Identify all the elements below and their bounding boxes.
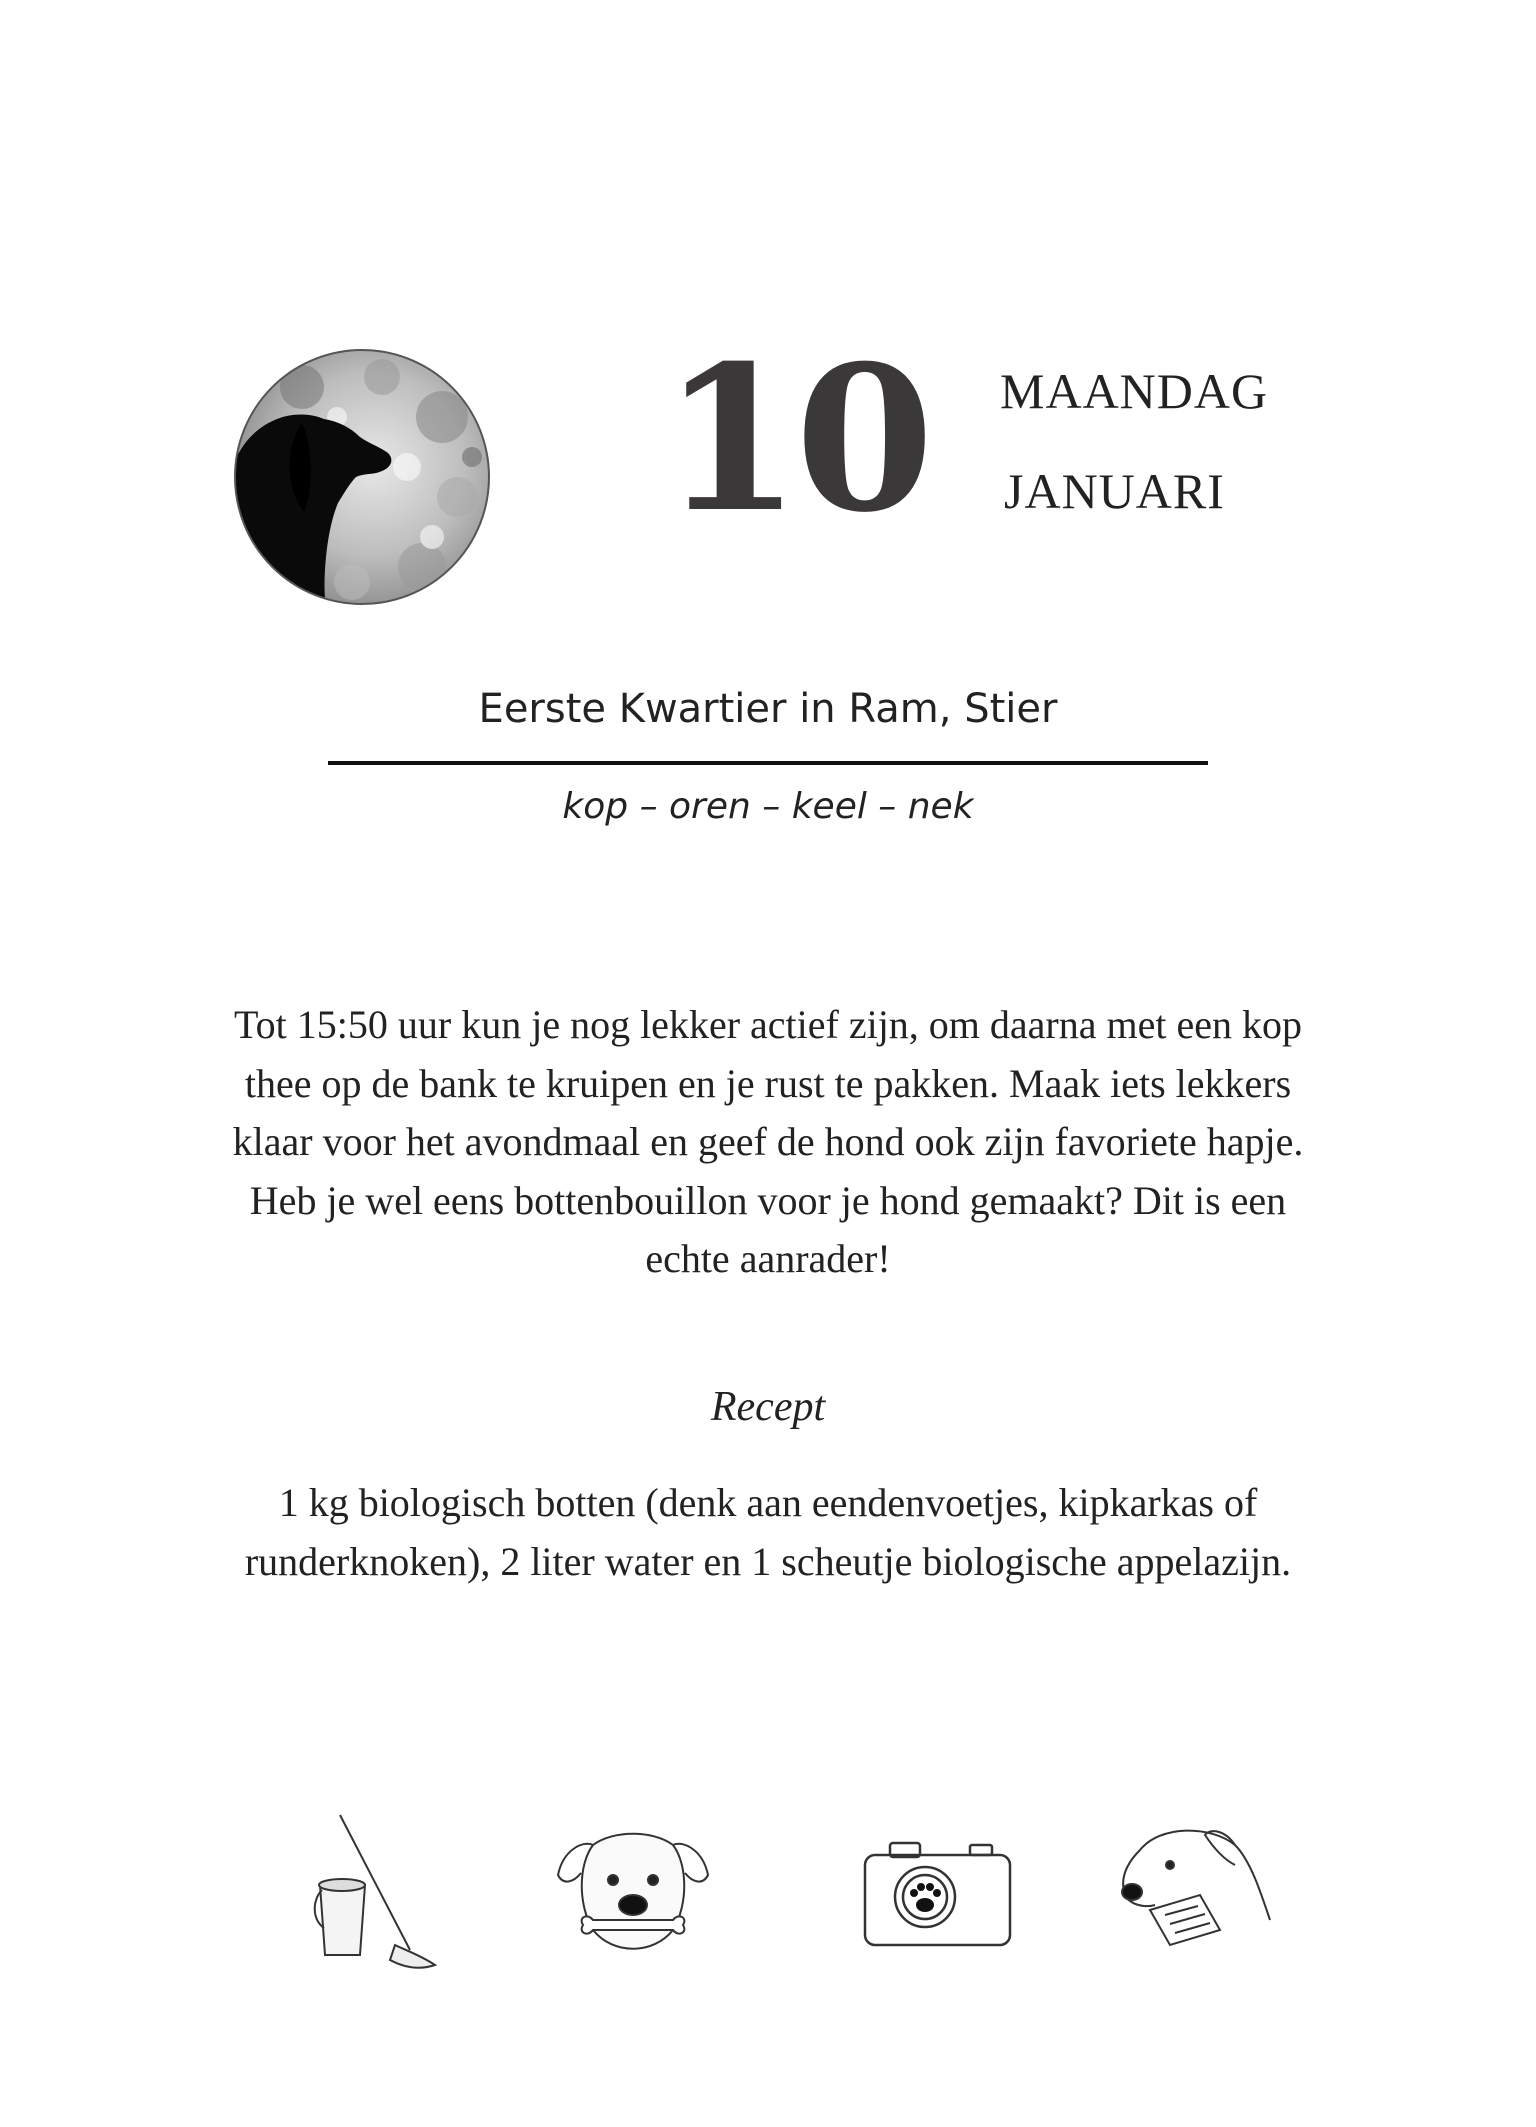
dog-with-bone-icon <box>553 1825 713 1965</box>
moon-dog-silhouette-icon <box>232 347 492 607</box>
body-parts-text: kop – oren – keel – nek <box>562 786 974 827</box>
recipe-title: Recept <box>710 1384 826 1430</box>
mop-bucket-icon <box>310 1810 450 1975</box>
weekday-label: MAANDAG <box>1000 363 1269 419</box>
day-number: 10 <box>661 322 929 557</box>
divider <box>328 761 1208 765</box>
recipe-text: 1 kg biologisch botten (denk aan eendenvoetjes, kipkarkas of runderknoken), 2 liter water en 1 scheutje biologische appelazijn. <box>244 1480 1292 1584</box>
dog-with-newspaper-icon <box>1110 1820 1275 1960</box>
month-label: JANUARI <box>1004 463 1225 519</box>
day-paragraph: Tot 15:50 uur kun je nog lekker actief zijn, om daarna met een kop thee op de bank te kruipen en je rust te pakken. Maak iets lekkers klaar voor het avondmaal en geef de hond ook zijn favoriete hapje. Heb je wel eens bottenbouillon voor je hond gemaakt? Dit is een echte aanrader! <box>232 1002 1304 1281</box>
camera-paw-icon <box>860 1835 1015 1950</box>
moon-phase-text: Eerste Kwartier in Ram, Stier <box>478 686 1058 732</box>
